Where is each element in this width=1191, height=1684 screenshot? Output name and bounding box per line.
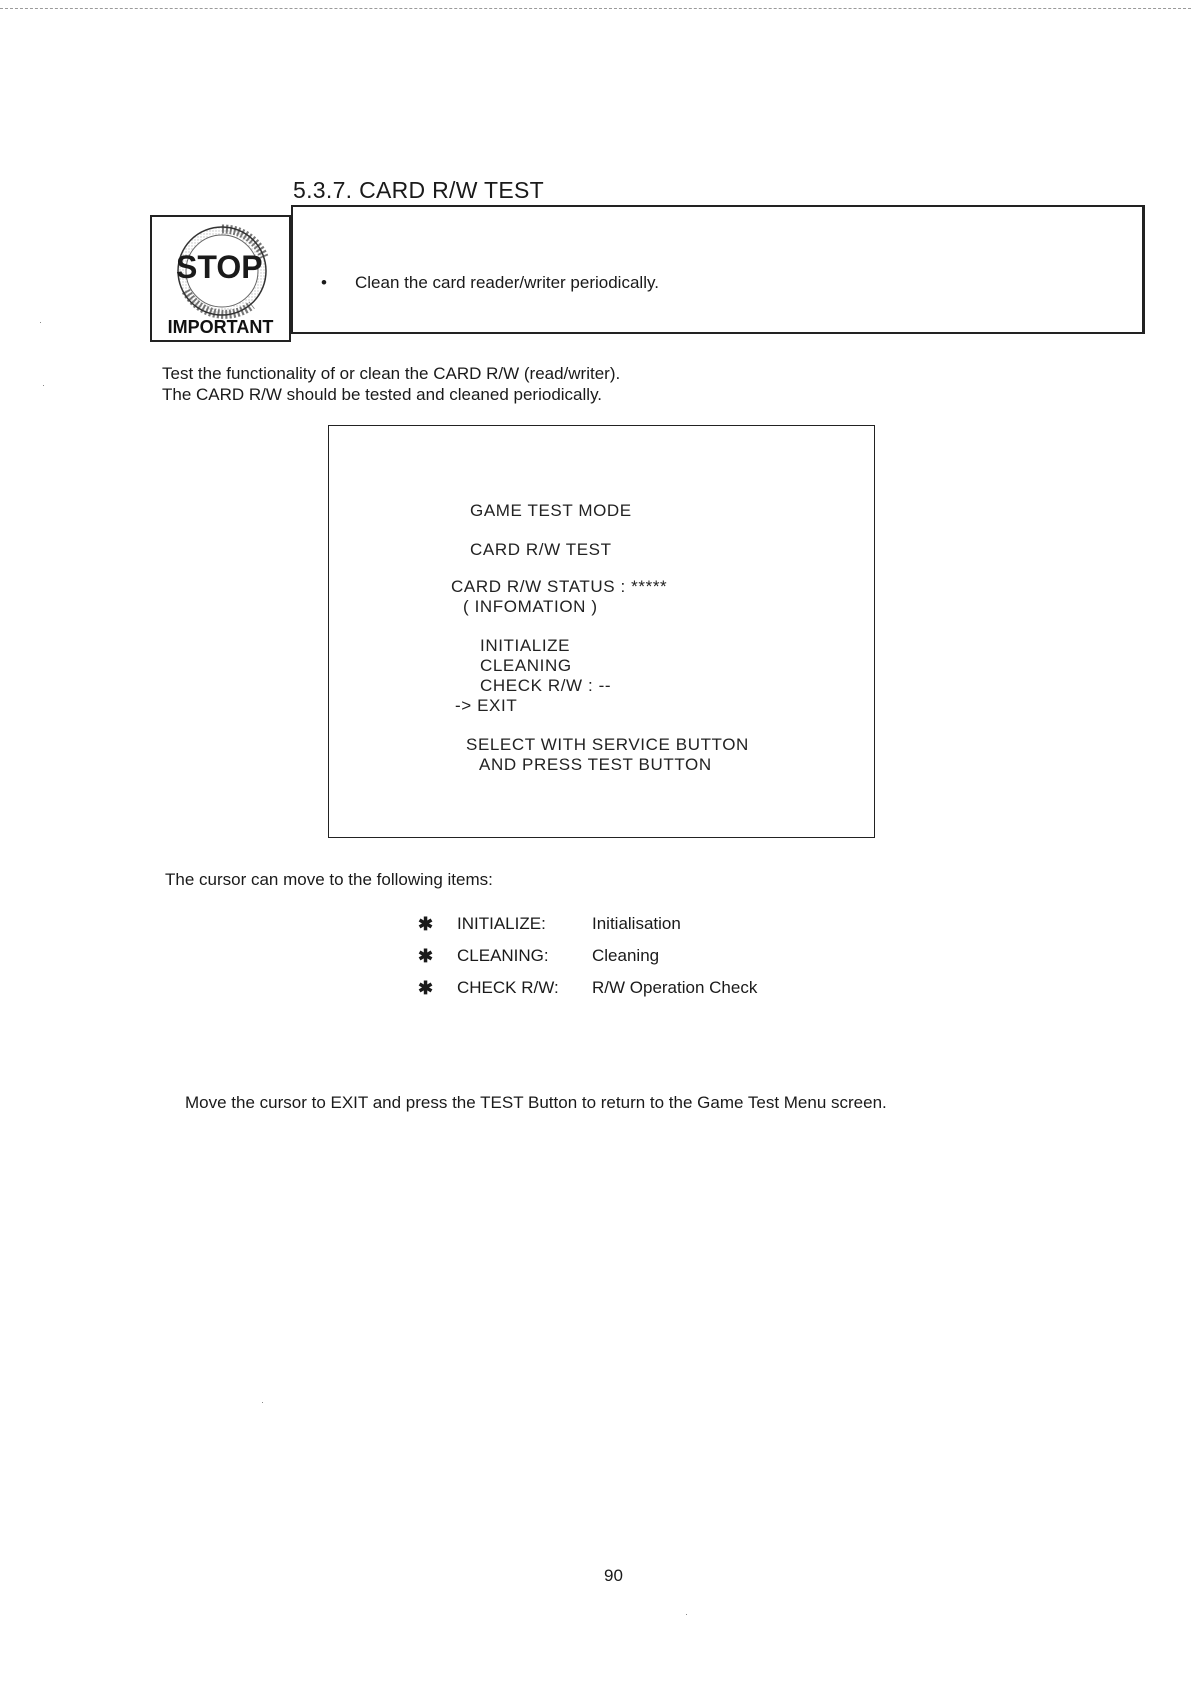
asterisk-bullet-icon: ✱ — [418, 978, 434, 998]
screen-menu-cleaning: CLEANING — [480, 656, 572, 675]
test-screen-display — [328, 425, 875, 838]
screen-info-line: ( INFOMATION ) — [463, 597, 598, 616]
page-top-rule — [0, 8, 1191, 9]
item-description: Initialisation — [592, 914, 681, 933]
item-description: Cleaning — [592, 946, 660, 965]
cursor-intro-text: The cursor can move to the following items: — [165, 870, 493, 889]
notice-text: Clean the card reader/writer periodically. — [355, 273, 659, 292]
screen-instruction-1: SELECT WITH SERVICE BUTTON — [466, 735, 749, 754]
scan-speck — [262, 1402, 263, 1403]
asterisk-bullet-icon: ✱ — [418, 946, 434, 966]
item-term: CHECK R/W: — [457, 978, 559, 997]
important-label: IMPORTANT — [167, 317, 274, 337]
closing-instruction: Move the cursor to EXIT and press the TEST Button to return to the Game Test Menu screen. — [185, 1093, 887, 1112]
section-number: 5.3.7. — [293, 177, 353, 203]
item-description: R/W Operation Check — [592, 978, 758, 997]
section-heading — [293, 177, 544, 204]
screen-instruction-2: AND PRESS TEST BUTTON — [479, 755, 712, 774]
item-term: INITIALIZE: — [457, 914, 546, 933]
screen-menu-exit: -> EXIT — [455, 696, 518, 715]
notice-bullet-item — [321, 273, 659, 293]
intro-line-2: The CARD R/W should be tested and cleaned periodically. — [162, 385, 603, 404]
intro-paragraph — [162, 363, 620, 405]
section-title-text: CARD R/W TEST — [359, 177, 544, 203]
important-notice — [150, 205, 999, 337]
page-number: 90 — [604, 1566, 623, 1585]
notice-text-cell — [291, 205, 1145, 334]
scan-speck — [43, 385, 44, 386]
asterisk-bullet-icon: ✱ — [418, 914, 434, 934]
screen-status-line: CARD R/W STATUS : ***** — [451, 577, 668, 596]
screen-test-title: CARD R/W TEST — [470, 540, 612, 559]
bullet-marker: • — [321, 273, 327, 292]
screen-mode-title: GAME TEST MODE — [470, 501, 632, 520]
intro-line-1: Test the functionality of or clean the CARD R/W (read/writer). — [162, 364, 621, 383]
item-term: CLEANING: — [457, 946, 549, 965]
screen-menu-initialize: INITIALIZE — [480, 636, 571, 655]
screen-menu-check: CHECK R/W : -- — [480, 676, 612, 695]
stop-sign-text: STOP — [176, 249, 263, 285]
scan-speck — [40, 322, 41, 323]
notice-icon-cell — [150, 215, 291, 342]
scan-speck — [686, 1614, 687, 1615]
